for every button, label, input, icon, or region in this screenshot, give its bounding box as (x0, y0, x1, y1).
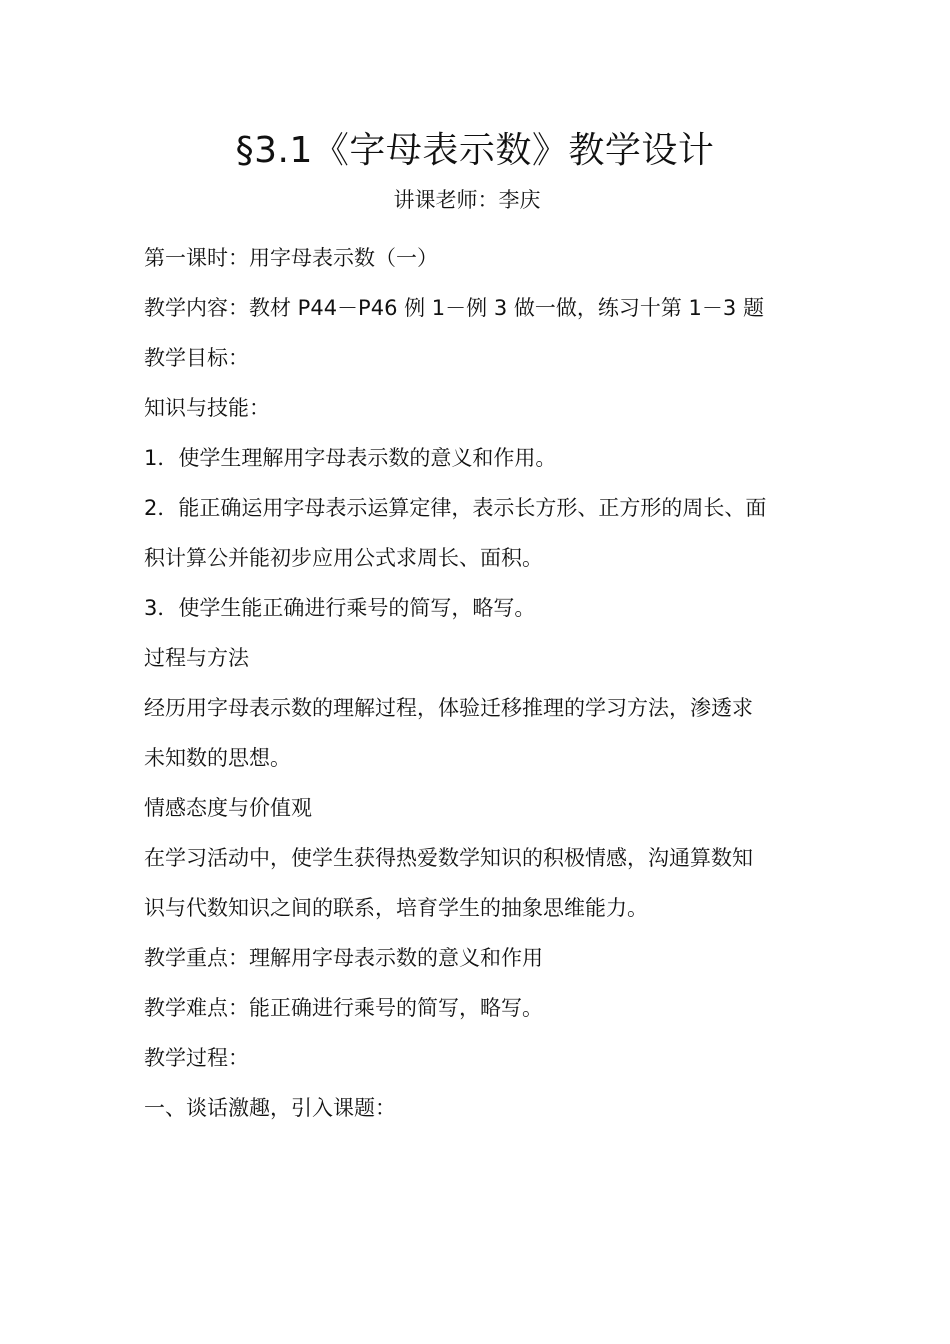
goal-item-2: 2．能正确运用字母表示运算定律，表示长方形、正方形的周长、面 (144, 496, 767, 520)
emotion-values-text: 在学习活动中，使学生获得热爱数学知识的积极情感，沟通算数知 (144, 846, 753, 870)
goal-item-1: 1．使学生理解用字母表示数的意义和作用。 (144, 446, 557, 470)
lesson-period: 第一课时：用字母表示数（一） (144, 246, 438, 270)
document-body (144, 233, 814, 1133)
teacher-line: 讲课老师：李庆 (393, 188, 541, 212)
teaching-process-heading: 教学过程： (144, 1046, 249, 1070)
knowledge-skills-heading: 知识与技能： (144, 396, 270, 420)
document-title: §3.1《字母表示数》教学设计 (235, 130, 715, 171)
section-one-heading: 一、谈话激趣，引入课题： (144, 1096, 396, 1120)
teaching-key-point: 教学重点：理解用字母表示数的意义和作用 (144, 946, 543, 970)
process-method-text: 经历用字母表示数的理解过程，体验迁移推理的学习方法，渗透求 (144, 696, 753, 720)
teaching-content: 教学内容：教材 P44－P46 例 1－例 3 做一做，练习十第 1－3 题 (144, 296, 764, 320)
goal-item-2-continued: 积计算公并能初步应用公式求周长、面积。 (144, 546, 543, 570)
emotion-values-text-continued: 识与代数知识之间的联系，培育学生的抽象思维能力。 (144, 896, 648, 920)
emotion-values-heading: 情感态度与价值观 (144, 796, 312, 820)
teaching-difficulty: 教学难点：能正确进行乘号的简写，略写。 (144, 996, 543, 1020)
process-method-heading: 过程与方法 (144, 646, 249, 670)
teaching-goals-heading: 教学目标： (144, 346, 249, 370)
goal-item-3: 3．使学生能正确进行乘号的简写，略写。 (144, 596, 536, 620)
process-method-text-continued: 未知数的思想。 (144, 746, 291, 770)
